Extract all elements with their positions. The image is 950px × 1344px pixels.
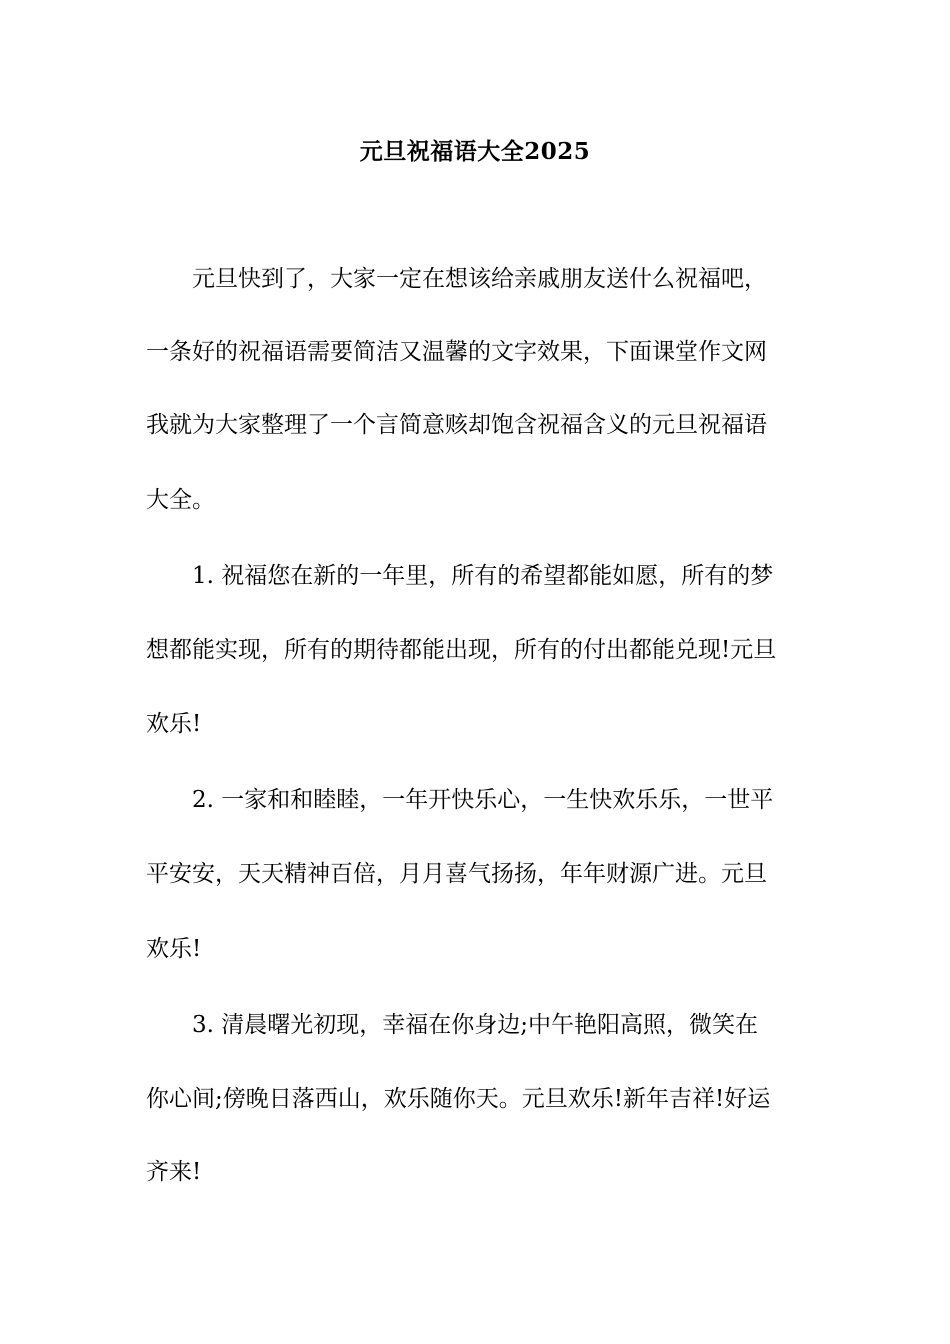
paragraph-2-line-3: 欢乐! — [146, 711, 202, 737]
paragraph-3-line-1: 2. 一家和和睦睦，一年开快乐心，一生快欢乐乐，一世平 — [192, 787, 774, 813]
paragraph-4-line-1: 3. 清晨曙光初现，幸福在你身边;中午艳阳高照，微笑在 — [192, 1012, 759, 1038]
paragraph-3-line-3: 欢乐! — [146, 936, 202, 962]
paragraph-1-line-2: 一条好的祝福语需要简洁又温馨的文字效果，下面课堂作文网 — [146, 339, 767, 365]
paragraph-2-line-1: 1. 祝福您在新的一年里，所有的希望都能如愿，所有的梦 — [192, 563, 774, 589]
paragraph-3-line-2: 平安安，天天精神百倍，月月喜气扬扬，年年财源广进。元旦 — [146, 861, 767, 887]
paragraph-1-line-4: 大全。 — [146, 487, 215, 513]
paragraph-4-line-2: 你心间;傍晚日落西山，欢乐随你天。元旦欢乐!新年吉祥!好运 — [146, 1086, 771, 1112]
document-title: 元旦祝福语大全2025 — [359, 138, 591, 165]
paragraph-4-line-3: 齐来! — [146, 1159, 202, 1185]
paragraph-2-line-2: 想都能实现，所有的期待都能出现，所有的付出都能兑现!元旦 — [146, 637, 777, 663]
paragraph-1-line-1: 元旦快到了，大家一定在想该给亲戚朋友送什么祝福吧， — [192, 266, 767, 292]
paragraph-1-line-3: 我就为大家整理了一个言简意赅却饱含祝福含义的元旦祝福语 — [146, 412, 767, 438]
